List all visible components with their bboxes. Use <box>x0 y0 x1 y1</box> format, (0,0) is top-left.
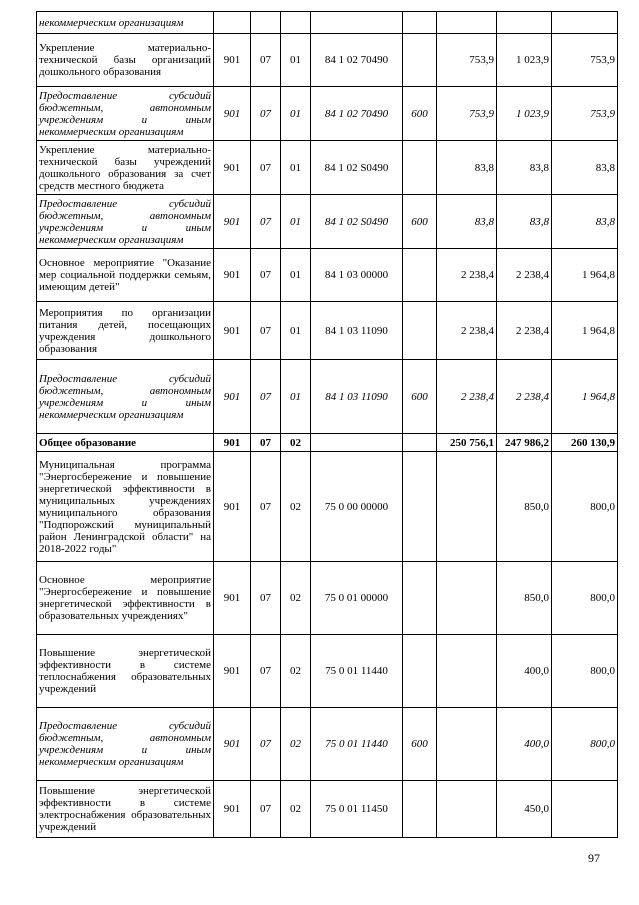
row-name-cell: Повышение энергетической эффективности в системе теплоснабжения образовательных учреждений <box>37 635 214 708</box>
table-row <box>37 434 618 452</box>
row-year2-cell: 2 238,4 <box>497 360 552 434</box>
row-rz-cell: 07 <box>251 434 281 452</box>
row-csr-cell: 84 1 02 S0490 <box>311 141 403 195</box>
row-rz-cell: 07 <box>251 781 281 838</box>
row-year2-cell: 850,0 <box>497 452 552 562</box>
row-year1-cell <box>437 781 497 838</box>
budget-table-body <box>37 12 618 838</box>
row-ved-cell: 901 <box>214 708 251 781</box>
row-pr-cell: 02 <box>281 635 311 708</box>
table-row <box>37 635 618 708</box>
row-ved-cell: 901 <box>214 781 251 838</box>
row-vr-cell <box>403 302 437 360</box>
row-rz-cell: 07 <box>251 452 281 562</box>
row-name-cell: Предоставление субсидий бюджетным, автономным учреждениям и иным некоммерческим организациям <box>37 708 214 781</box>
table-row <box>37 34 618 87</box>
row-name-cell: Предоставление субсидий бюджетным, автономным учреждениям и иным некоммерческим организациям <box>37 195 214 249</box>
row-ved-cell: 901 <box>214 34 251 87</box>
row-year3-cell: 800,0 <box>552 452 618 562</box>
row-ved-cell: 901 <box>214 249 251 302</box>
row-rz-cell: 07 <box>251 360 281 434</box>
row-name-cell: Основное мероприятие "Энергосбережение и повышение энергетической эффективности в образовательных учреждениях" <box>37 562 214 635</box>
row-year2-cell: 247 986,2 <box>497 434 552 452</box>
row-ved-cell: 901 <box>214 195 251 249</box>
row-pr-cell: 01 <box>281 302 311 360</box>
row-pr-cell: 01 <box>281 249 311 302</box>
row-ved-cell: 901 <box>214 452 251 562</box>
row-pr-cell: 02 <box>281 708 311 781</box>
row-year3-cell: 800,0 <box>552 562 618 635</box>
row-csr-cell: 84 1 02 70490 <box>311 87 403 141</box>
row-vr-cell: 600 <box>403 87 437 141</box>
row-pr-cell: 01 <box>281 34 311 87</box>
row-name-cell: Мероприятия по организации питания детей, посещающих учреждения дошкольного образования <box>37 302 214 360</box>
row-ved-cell: 901 <box>214 360 251 434</box>
row-year3-cell: 1 964,8 <box>552 249 618 302</box>
row-vr-cell <box>403 781 437 838</box>
row-pr-cell: 02 <box>281 452 311 562</box>
row-csr-cell: 75 0 01 11440 <box>311 635 403 708</box>
row-rz-cell <box>251 12 281 34</box>
row-vr-cell <box>403 434 437 452</box>
row-pr-cell: 01 <box>281 195 311 249</box>
row-year3-cell: 800,0 <box>552 708 618 781</box>
row-year3-cell: 753,9 <box>552 87 618 141</box>
row-pr-cell: 01 <box>281 141 311 195</box>
row-ved-cell: 901 <box>214 141 251 195</box>
row-rz-cell: 07 <box>251 302 281 360</box>
row-year3-cell <box>552 781 618 838</box>
row-csr-cell: 84 1 03 11090 <box>311 360 403 434</box>
row-year2-cell <box>497 12 552 34</box>
row-csr-cell <box>311 12 403 34</box>
row-year2-cell: 2 238,4 <box>497 249 552 302</box>
table-row <box>37 249 618 302</box>
row-year1-cell <box>437 452 497 562</box>
row-year1-cell <box>437 635 497 708</box>
row-year1-cell: 83,8 <box>437 195 497 249</box>
table-row <box>37 141 618 195</box>
row-csr-cell: 75 0 01 11450 <box>311 781 403 838</box>
row-year1-cell <box>437 12 497 34</box>
table-row <box>37 562 618 635</box>
row-vr-cell: 600 <box>403 195 437 249</box>
page-number: 97 <box>588 851 600 865</box>
row-rz-cell: 07 <box>251 87 281 141</box>
row-ved-cell: 901 <box>214 87 251 141</box>
row-year2-cell: 400,0 <box>497 708 552 781</box>
row-name-cell: Укрепление материально-технической базы организаций дошкольного образования <box>37 34 214 87</box>
budget-table <box>36 11 618 838</box>
row-vr-cell <box>403 249 437 302</box>
row-ved-cell: 901 <box>214 635 251 708</box>
row-year1-cell: 2 238,4 <box>437 360 497 434</box>
row-year1-cell: 753,9 <box>437 34 497 87</box>
row-year3-cell: 83,8 <box>552 195 618 249</box>
row-year1-cell: 83,8 <box>437 141 497 195</box>
row-year3-cell: 1 964,8 <box>552 302 618 360</box>
row-pr-cell: 01 <box>281 360 311 434</box>
row-rz-cell: 07 <box>251 249 281 302</box>
row-year3-cell: 800,0 <box>552 635 618 708</box>
row-vr-cell: 600 <box>403 360 437 434</box>
row-name-cell: Укрепление материально-технической базы учреждений дошкольного образования за счет средств местного бюджета <box>37 141 214 195</box>
row-name-cell: некоммерческим организациям <box>37 12 214 34</box>
table-row <box>37 708 618 781</box>
row-vr-cell: 600 <box>403 708 437 781</box>
row-name-cell: Предоставление субсидий бюджетным, автономным учреждениям и иным некоммерческим организациям <box>37 87 214 141</box>
row-vr-cell <box>403 141 437 195</box>
row-year3-cell: 753,9 <box>552 34 618 87</box>
row-year2-cell: 83,8 <box>497 195 552 249</box>
row-year2-cell: 83,8 <box>497 141 552 195</box>
row-rz-cell: 07 <box>251 195 281 249</box>
table-row <box>37 87 618 141</box>
row-name-cell: Предоставление субсидий бюджетным, автономным учреждениям и иным некоммерческим организациям <box>37 360 214 434</box>
row-name-cell: Повышение энергетической эффективности в системе электроснабжения образовательных учреждений <box>37 781 214 838</box>
row-year3-cell: 83,8 <box>552 141 618 195</box>
table-row <box>37 452 618 562</box>
row-vr-cell <box>403 34 437 87</box>
table-row <box>37 302 618 360</box>
row-csr-cell: 84 1 03 11090 <box>311 302 403 360</box>
row-rz-cell: 07 <box>251 562 281 635</box>
table-row <box>37 360 618 434</box>
row-ved-cell: 901 <box>214 434 251 452</box>
row-pr-cell: 01 <box>281 87 311 141</box>
row-rz-cell: 07 <box>251 34 281 87</box>
row-year2-cell: 450,0 <box>497 781 552 838</box>
row-pr-cell: 02 <box>281 562 311 635</box>
row-pr-cell <box>281 12 311 34</box>
row-vr-cell <box>403 452 437 562</box>
row-year1-cell: 2 238,4 <box>437 302 497 360</box>
row-csr-cell <box>311 434 403 452</box>
row-year2-cell: 850,0 <box>497 562 552 635</box>
row-pr-cell: 02 <box>281 434 311 452</box>
table-row <box>37 195 618 249</box>
row-name-cell: Муниципальная программа "Энергосбережение и повышение энергетической эффективности в муниципальных учреждениях муниципального образования "Подпорожский муниципальный район Ленинградской области" на 2018-2022 годы" <box>37 452 214 562</box>
row-csr-cell: 75 0 01 11440 <box>311 708 403 781</box>
row-csr-cell: 75 0 00 00000 <box>311 452 403 562</box>
row-name-cell: Общее образование <box>37 434 214 452</box>
row-year1-cell: 753,9 <box>437 87 497 141</box>
row-year3-cell: 260 130,9 <box>552 434 618 452</box>
row-year1-cell <box>437 562 497 635</box>
row-csr-cell: 84 1 02 S0490 <box>311 195 403 249</box>
row-vr-cell <box>403 562 437 635</box>
row-ved-cell: 901 <box>214 302 251 360</box>
row-csr-cell: 75 0 01 00000 <box>311 562 403 635</box>
row-vr-cell <box>403 12 437 34</box>
row-year3-cell <box>552 12 618 34</box>
row-year1-cell: 250 756,1 <box>437 434 497 452</box>
row-csr-cell: 84 1 02 70490 <box>311 34 403 87</box>
row-year2-cell: 400,0 <box>497 635 552 708</box>
row-rz-cell: 07 <box>251 141 281 195</box>
table-row <box>37 12 618 34</box>
row-name-cell: Основное мероприятие "Оказание мер социальной поддержки семьям, имеющим детей" <box>37 249 214 302</box>
row-year2-cell: 1 023,9 <box>497 34 552 87</box>
row-rz-cell: 07 <box>251 708 281 781</box>
row-year1-cell <box>437 708 497 781</box>
row-pr-cell: 02 <box>281 781 311 838</box>
row-year2-cell: 2 238,4 <box>497 302 552 360</box>
row-year1-cell: 2 238,4 <box>437 249 497 302</box>
row-year2-cell: 1 023,9 <box>497 87 552 141</box>
table-row <box>37 781 618 838</box>
row-ved-cell <box>214 12 251 34</box>
row-vr-cell <box>403 635 437 708</box>
row-csr-cell: 84 1 03 00000 <box>311 249 403 302</box>
row-rz-cell: 07 <box>251 635 281 708</box>
row-ved-cell: 901 <box>214 562 251 635</box>
row-year3-cell: 1 964,8 <box>552 360 618 434</box>
